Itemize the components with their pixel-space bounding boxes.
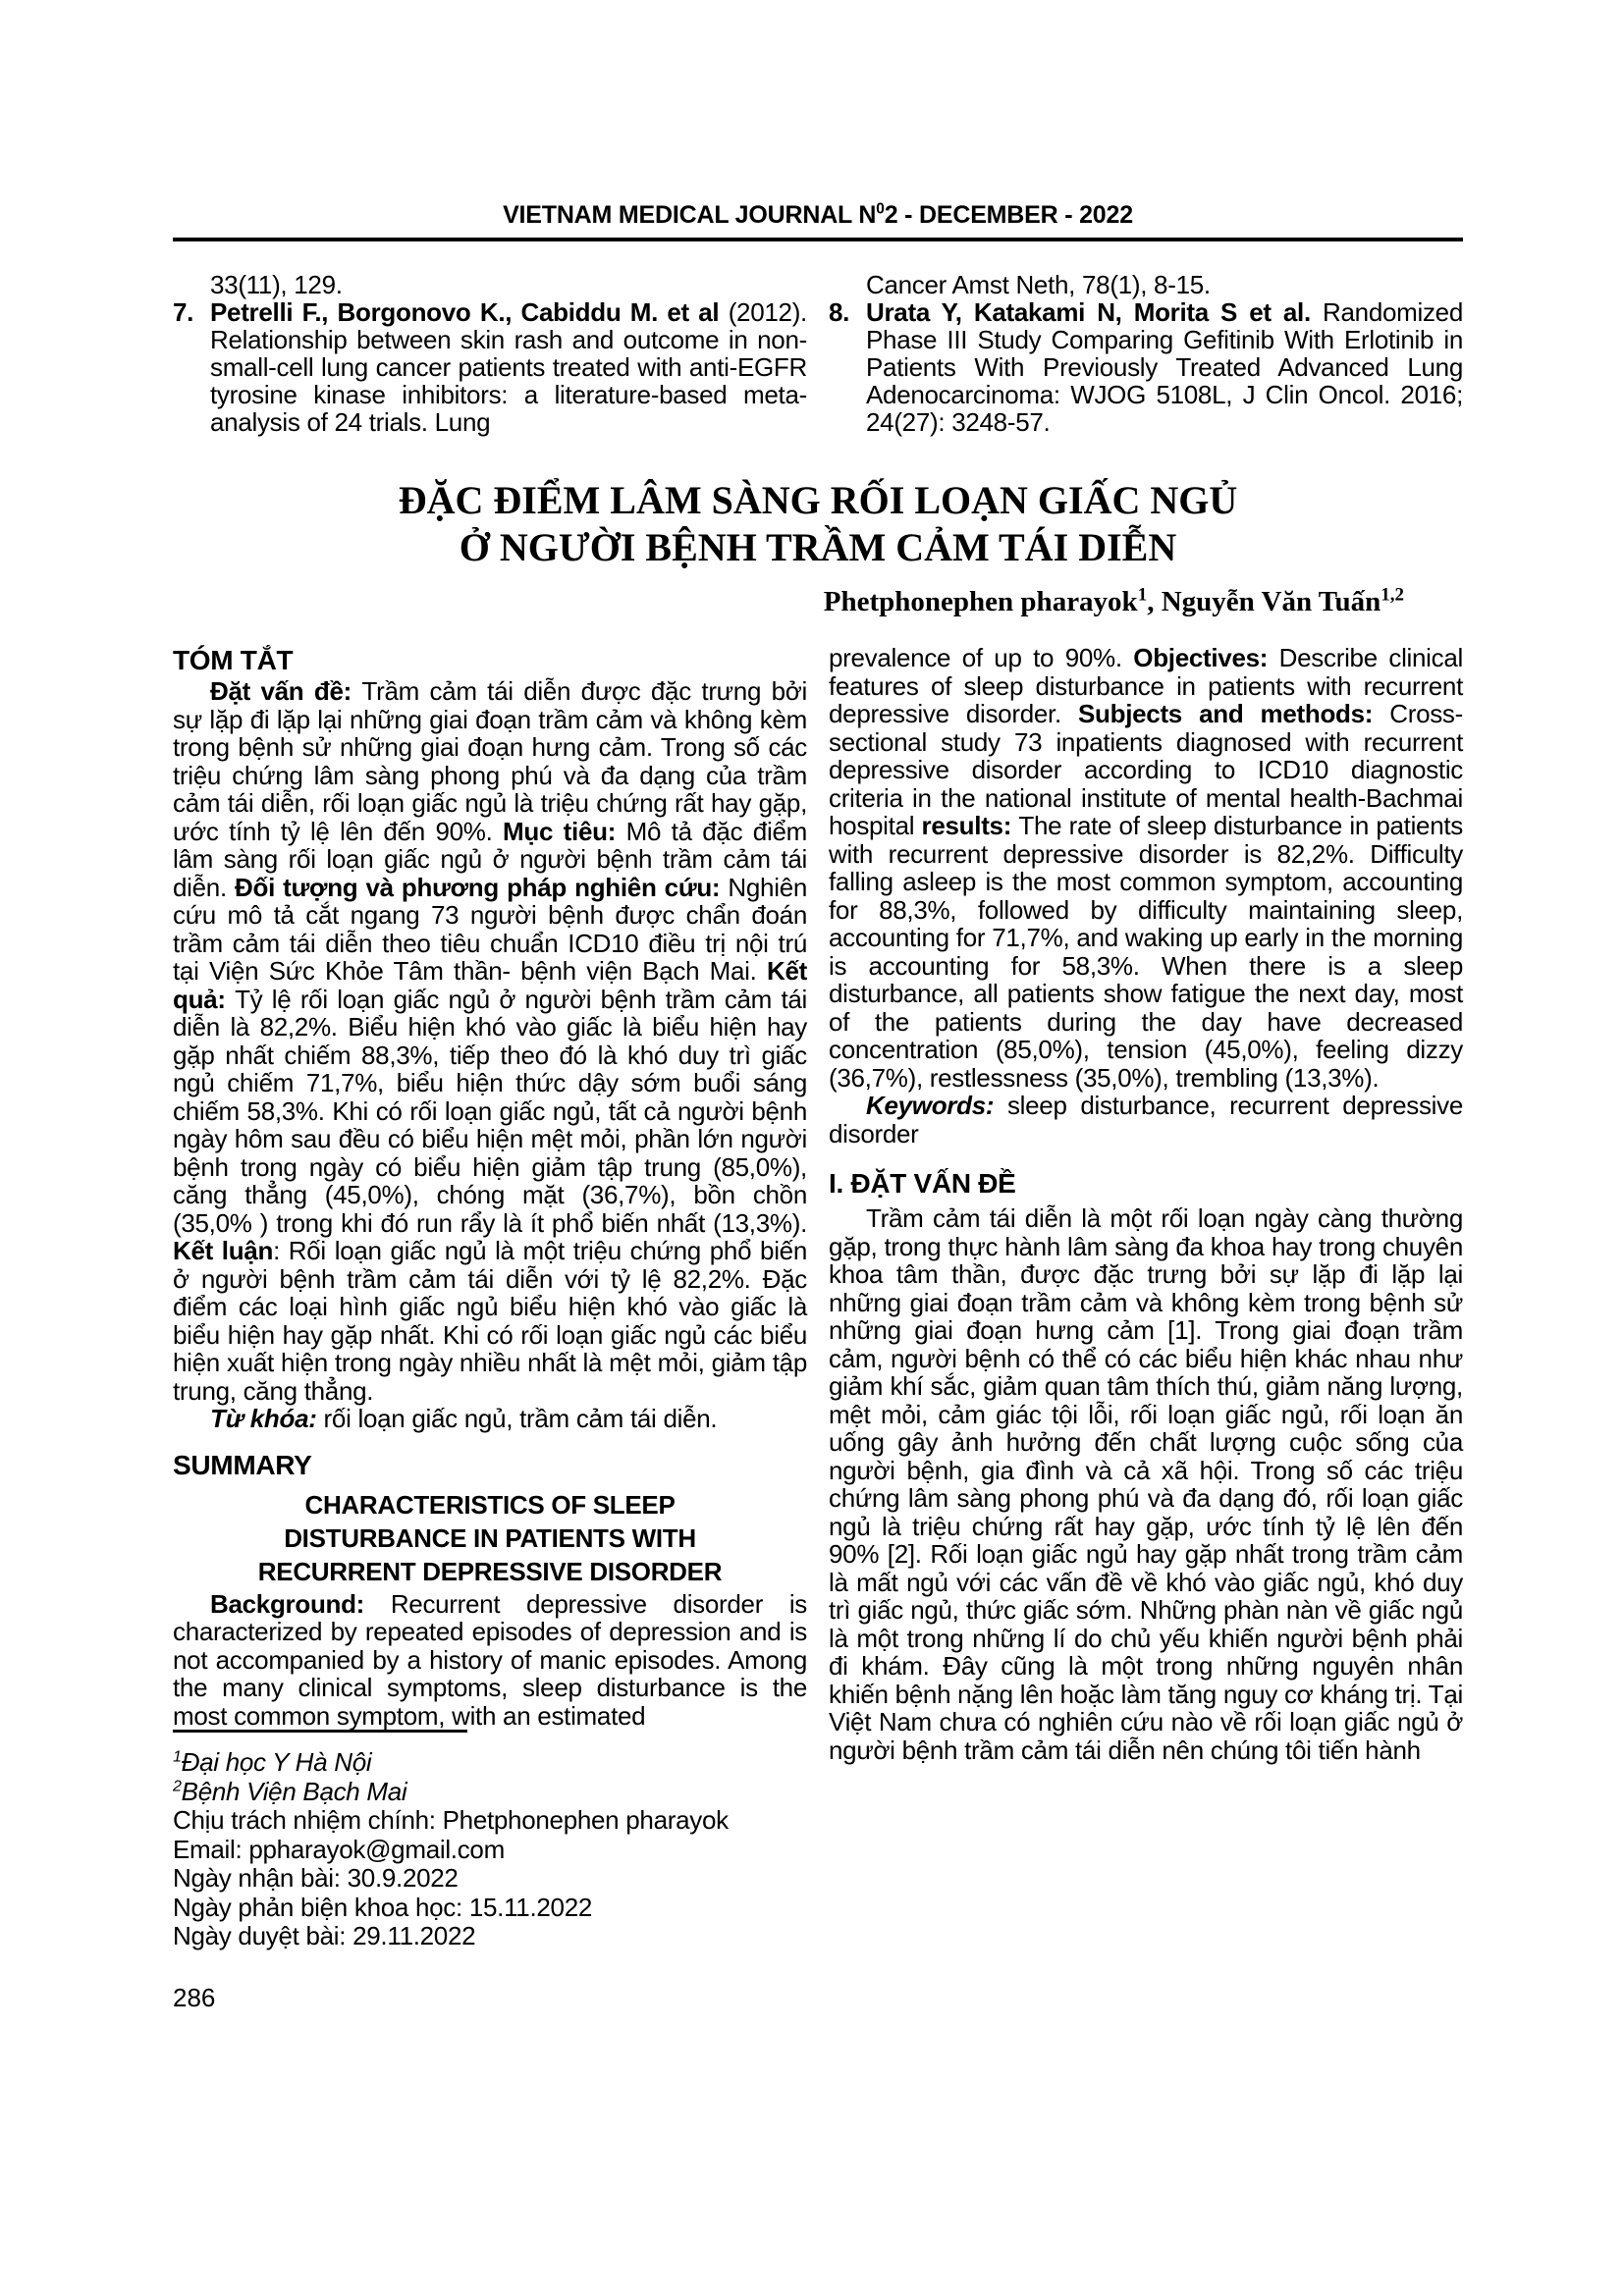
background-paragraph: Background: Recurrent depressive disorder is characterized by repeated episodes of depression and is not accompanied by a history of manic episodes. Among the many clinical symptoms, sleep disturbance is the most common symptom, with an estimated xyxy=(173,1588,808,1731)
article-body xyxy=(173,643,1463,1950)
article-title-line-2: Ở NGƯỜI BỆNH TRẦM CẢM TÁI DIỄN xyxy=(459,525,1177,569)
article-title-line-1: ĐẶC ĐIỂM LÂM SÀNG RỐI LOẠN GIẤC NGỦ xyxy=(398,478,1238,522)
summary-heading: SUMMARY xyxy=(173,1449,312,1480)
keywords-vi-line: Từ khóa: rối loạn giấc ngủ, trầm cảm tái diễn. xyxy=(210,1404,718,1433)
reference-continuation: Cancer Amst Neth, 78(1), 8-15. xyxy=(866,270,1211,299)
reference-continuation: 33(11), 129. xyxy=(210,270,343,299)
reference-number: 8. xyxy=(829,297,850,327)
article-title xyxy=(173,477,1463,571)
reference-number: 7. xyxy=(173,297,194,327)
summary-continuation-paragraph: prevalence of up to 90%. Objectives: Describe clinical features of sleep disturbance in patients with recurrent depressive disorder. Subjects and methods: Cross-sectional study 73 inpatients diagnosed with recurrent depressive disorder according to ICD10 diagnostic criteria in the national institute of mental health-Bachmai hospital results: The rate of sleep disturbance in patients with recurrent depressive disorder is 82,2%. Difficulty falling asleep is the most common symptom, accounting for 88,3%, followed by difficulty maintaining sleep, accounting for 71,7%, and waking up early in the morning is accounting for 58,3%. When there is a sleep disturbance, all patients show fatigue the next day, most of the patients during the day have decreased concentration (85,0%), tension (45,0%), feeling dizzy (36,7%), restlessness (35,0%), trembling (13,3%). xyxy=(829,643,1463,1093)
introduction-heading: I. ĐẶT VẤN ĐỀ xyxy=(829,1168,1016,1199)
email-line: Email: ppharayok@gmail.com xyxy=(173,1834,505,1864)
received-date-line: Ngày nhận bài: 30.9.2022 xyxy=(173,1863,459,1893)
introduction-paragraph: Trầm cảm tái diễn là một rối loạn ngày càng thường gặp, trong thực hành lâm sàng đa khoa hay trong chuyên khoa tâm thần, được đặc trưng bởi sự lặp đi lặp lại những giai đoạn trầm cảm và không kèm trong bệnh sử những giai đoạn hưng cảm [1]. Trong giai đoạn trầm cảm, người bệnh có thể có các biểu hiện khác nhau như giảm khí sắc, giảm quan tâm thích thú, giảm năng lượng, mệt mỏi, cảm giác tội lỗi, rối loạn giấc ngủ, rối loạn ăn uống gây ảnh hưởng đến chất lượng cuộc sống của người bệnh, gia đình và cả xã hội. Trong số các triệu chứng lâm sàng phong phú và đa dạng đó, rối loạn giấc ngủ là triệu chứng rất hay gặp, ước tính tỷ lệ lên đến 90% [2]. Rối loạn giấc ngủ hay gặp nhất trong trầm cảm là mất ngủ với các vấn đề về khó vào giấc ngủ, khó duy trì giấc ngủ, thức giấc sớm. Những phàn nàn về giấc ngủ là một trong những lí do chủ yếu khiến người bệnh phải đi khám. Đây cũng là một trong những nguyên nhân khiến bệnh nặng lên hoặc làm tăng nguy cơ kháng trị. Tại Việt Nam chưa có nghiên cứu nào về rối loạn giấc ngủ ở người bệnh trầm cảm tái diễn nên chúng tôi tiến hành xyxy=(829,1203,1463,1765)
affiliation-2: $^2$Bệnh Viện Bạch Mai xyxy=(173,1776,407,1806)
footnote-divider xyxy=(173,1730,467,1733)
corresponding-author-line: Chịu trách nhiệm chính: Phetphonephen pharayok xyxy=(173,1805,729,1835)
authors-line: Phetphonephen pharayok$^1$, Nguyễn Văn Tuấn$^{1,2}$ xyxy=(823,584,1404,617)
journal-header xyxy=(173,201,1463,241)
right-column xyxy=(829,644,1463,1957)
page-number: 286 xyxy=(173,1983,216,2012)
keywords-en-line: Keywords: sleep disturbance, recurrent depressive disorder xyxy=(829,1091,1463,1148)
reference-item-7 xyxy=(173,298,807,436)
abstract-paragraph: Đặt vấn đề: Trầm cảm tái diễn được đặc trưng bởi sự lặp đi lặp lại những giai đoạn trầm cảm và không kèm trong bệnh sử những giai đoạn hưng cảm. Trong số các triệu chứng lâm sàng phong phú và đa dạng của trầm cảm tái diễn, rối loạn giấc ngủ là triệu chứng rất hay gặp, ước tính tỷ lệ lên đến 90%. Mục tiêu: Mô tả đặc điểm lâm sàng rối loạn giấc ngủ ở người bệnh trầm cảm tái diễn. Đối tượng và phương pháp nghiên cứu: Nghiên cứu mô tả cắt ngang 73 người bệnh được chẩn đoán trầm cảm tái diễn theo tiêu chuẩn ICD10 điều trị nội trú tại Viện Sức Khỏe Tâm thần- bệnh viện Bạch Mai. Kết quả: Tỷ lệ rối loạn giấc ngủ ở người bệnh trầm cảm tái diễn là 82,2%. Biểu hiện khó vào giấc là biểu hiện hay gặp nhất chiếm 88,3%, tiếp theo đó là khó duy trì giấc ngủ chiếm 71,7%, biểu hiện thức dậy sớm buổi sáng chiếm 58,3%. Khi có rối loạn giấc ngủ, tất cả người bệnh ngày hôm sau đều có biểu hiện mệt mỏi, phần lớn người bệnh trong ngày có biểu hiện giảm tập trung (85,0%), căng thẳng (45,0%), chóng mặt (36,7%), bồn chồn (35,0% ) trong khi đó run rẩy là ít phổ biến nhất (13,3%). Kết luận: Rối loạn giấc ngủ là một triệu chứng phổ biến ở người bệnh trầm cảm tái diễn với tỷ lệ 82,2%. Đặc điểm các loại hình giấc ngủ biểu hiện khó vào giấc là biểu hiện hay gặp nhất. Khi có rối loạn giấc ngủ các biểu hiện xuất hiện trong ngày nhiều nhất là mệt mỏi, giảm tập trung, căng thẳng. xyxy=(173,676,808,1406)
journal-title: VIETNAM MEDICAL JOURNAL $N^02$ - DECEMBER - 2022 xyxy=(503,200,1133,229)
references-left-column xyxy=(173,271,807,436)
references-section xyxy=(173,271,1463,436)
accepted-date-line: Ngày duyệt bài: 29.11.2022 xyxy=(173,1921,476,1950)
affiliation-1: $^1$Đại học Y Hà Nội xyxy=(173,1747,372,1777)
references-right-column xyxy=(829,271,1463,436)
reference-text: Petrelli F., Borgonovo K., Cabiddu M. et al (2012). Relationship between skin rash and outcome in non-small-cell lung cancer patients treated with anti-EGFR tyrosine kinase inhibitors: a literature-based meta-analysis of 24 trials. Lung xyxy=(210,297,807,437)
abstract-heading: TÓM TẮT xyxy=(173,645,294,675)
reference-text: Urata Y, Katakami N, Morita S et al. Randomized Phase III Study Comparing Gefitinib With Erlotinib in Patients With Previously Treated Advanced Lung Adenocarcinoma: WJOG 5108L, J Clin Oncol. 2016; 24(27): 3248-57. xyxy=(866,297,1463,437)
footnote-block xyxy=(173,1730,807,1957)
reference-item-8 xyxy=(829,298,1463,436)
reviewed-date-line: Ngày phản biện khoa học: 15.11.2022 xyxy=(173,1892,593,1922)
left-column xyxy=(173,644,807,1957)
english-title: CHARACTERISTICS OF SLEEP DISTURBANCE IN PATIENTS WITH RECURRENT DEPRESSIVE DISORDER xyxy=(257,1489,723,1586)
